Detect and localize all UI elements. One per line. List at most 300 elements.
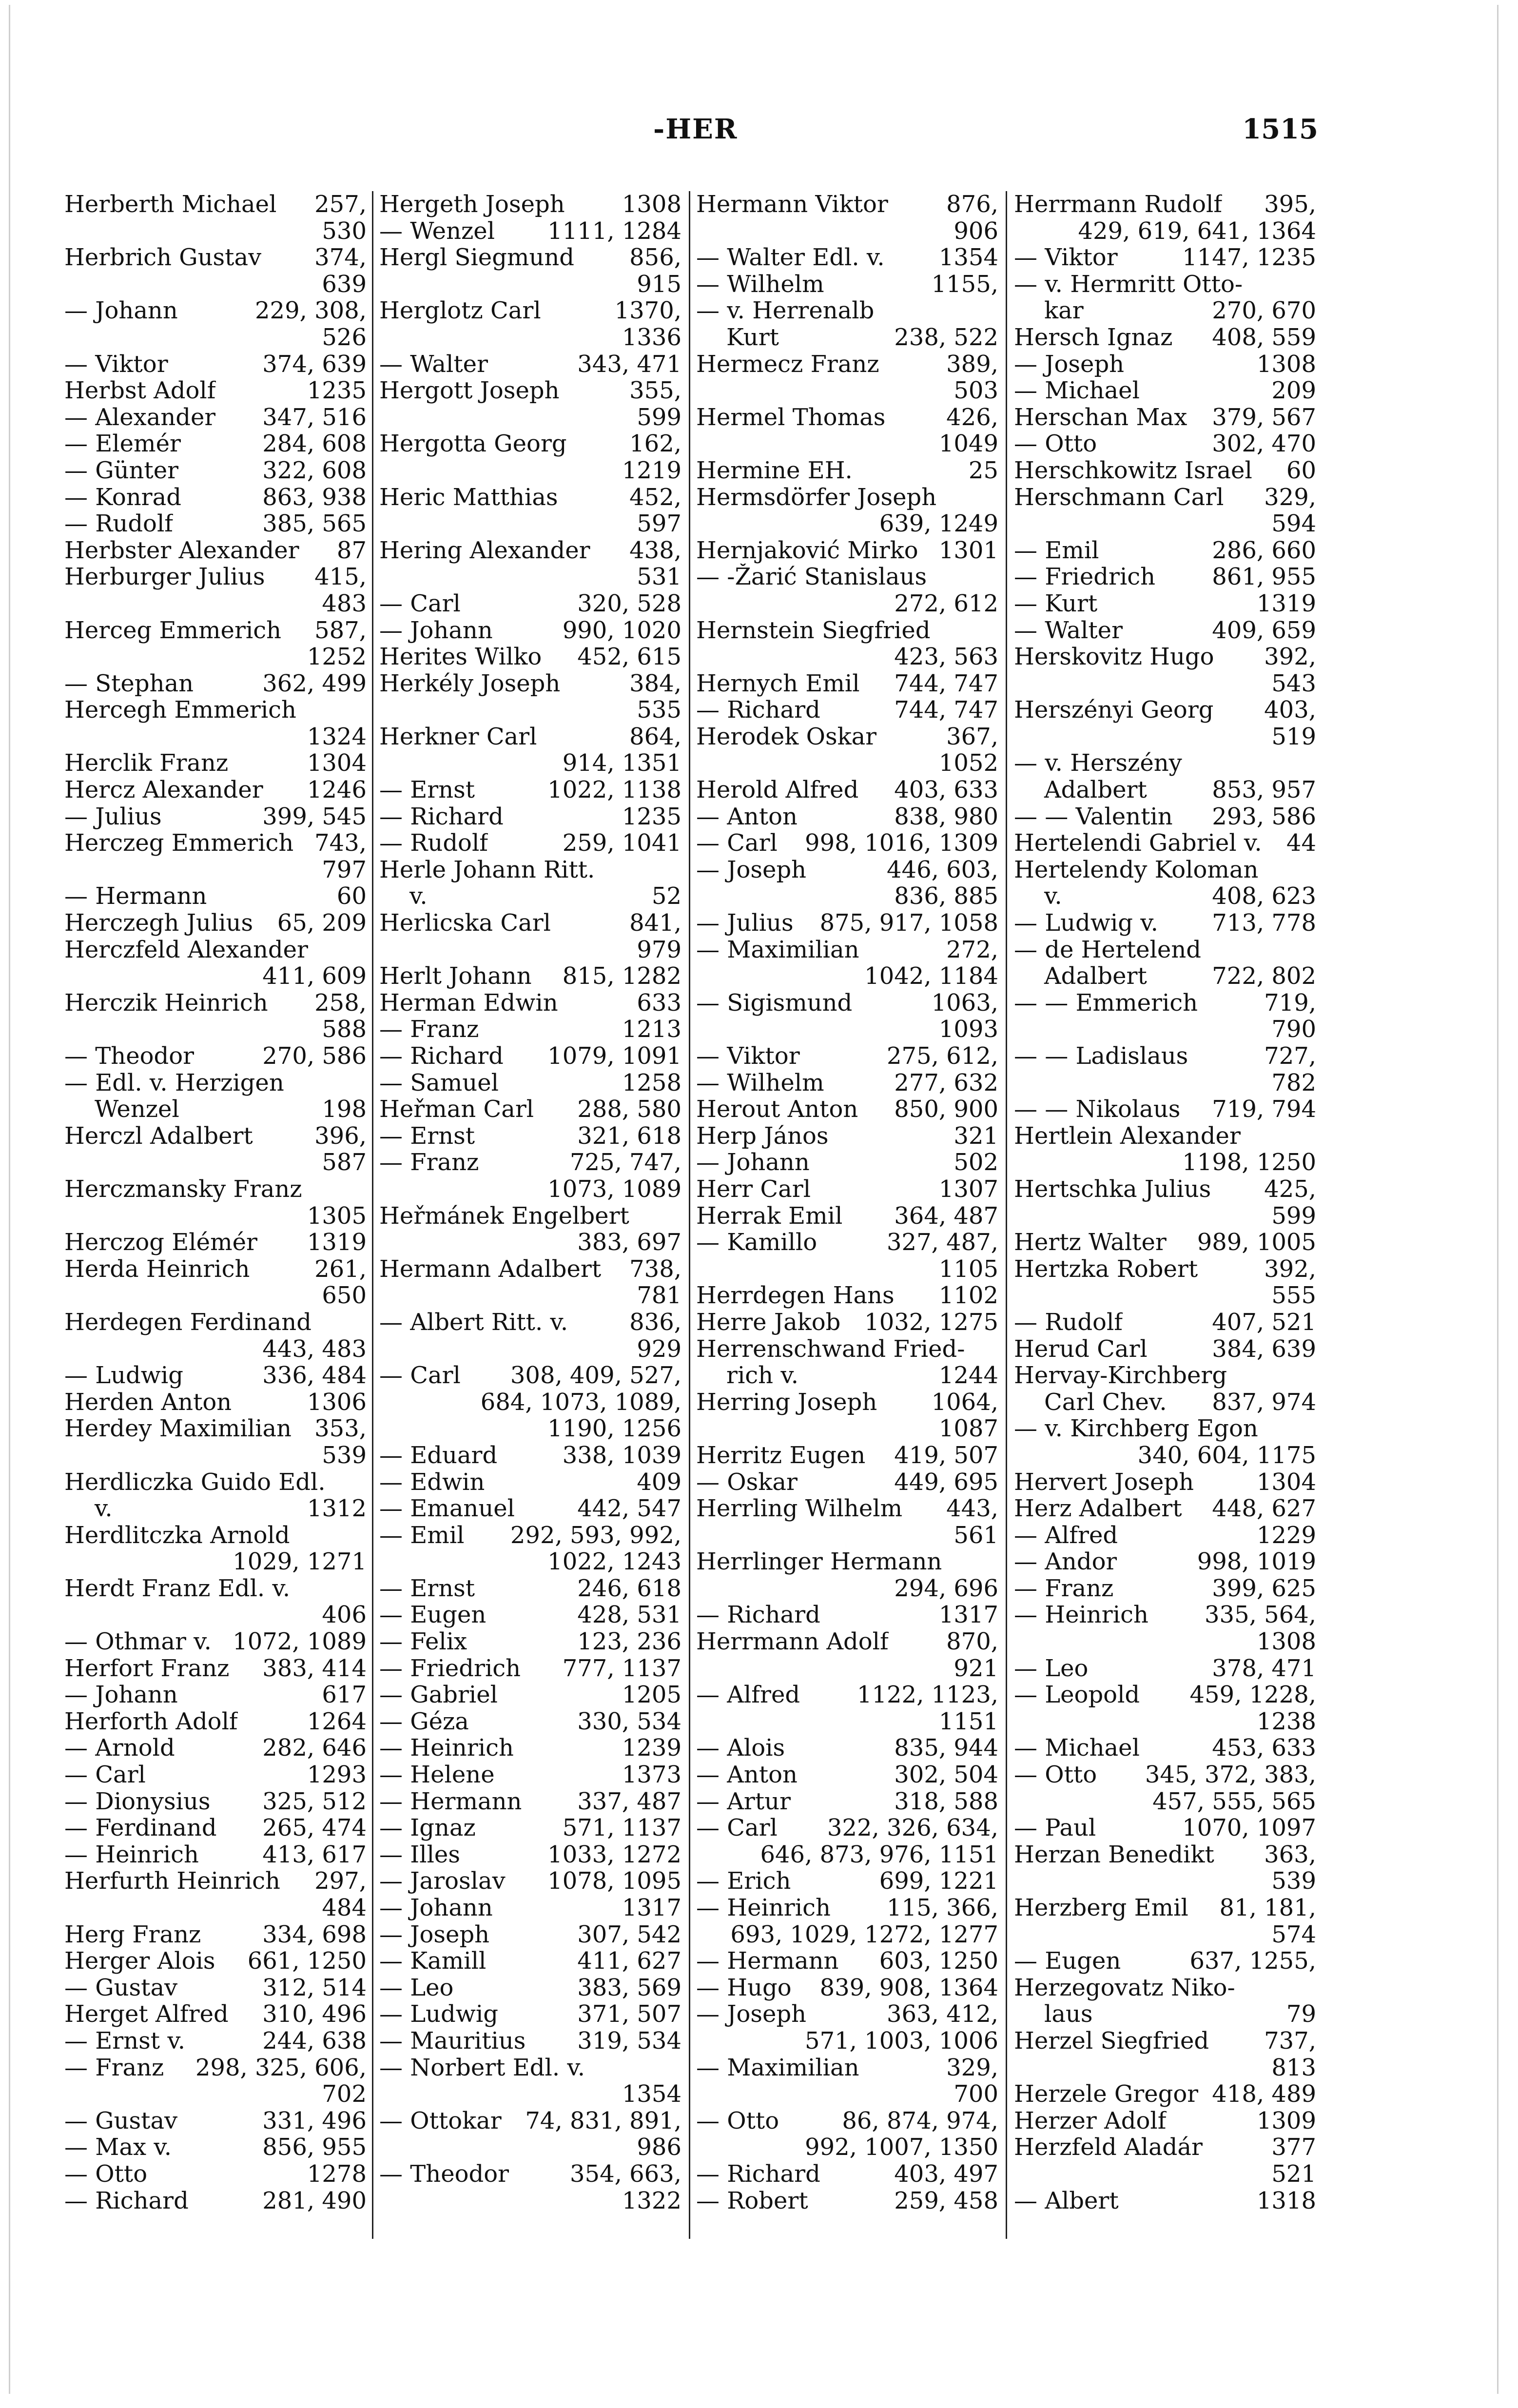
index-entry-continuation — [379, 404, 681, 431]
index-entry — [379, 1655, 681, 1682]
index-entry — [64, 937, 367, 963]
entry-pages: 298, 325, 606, — [195, 2054, 367, 2081]
index-entry — [1014, 1682, 1316, 1708]
index-entry-continuation — [64, 324, 367, 351]
entry-name: v. — [409, 883, 428, 910]
index-entry-continuation — [1014, 1921, 1316, 1948]
entry-pages: 389, — [946, 351, 998, 378]
entry-pages: 990, 1020 — [562, 617, 681, 644]
entry-pages: 385, 565 — [262, 510, 367, 537]
index-entry — [1014, 1762, 1316, 1788]
entry-name: Hernstein Siegfried — [696, 617, 931, 644]
index-entry-continuation — [379, 937, 681, 963]
index-entry — [64, 457, 367, 484]
index-entry — [379, 1096, 681, 1123]
index-entry — [1014, 1495, 1316, 1522]
index-entry — [1014, 2028, 1316, 2055]
entry-pages: 1306 — [307, 1389, 367, 1416]
index-entry-continuation — [696, 750, 998, 777]
entry-pages: 244, 638 — [262, 2027, 367, 2055]
entry-pages: 425, — [1264, 1175, 1316, 1203]
index-entry — [1014, 644, 1316, 670]
index-entry — [64, 510, 367, 537]
entry-name: — Edwin — [379, 1468, 485, 1496]
entry-name: — Rudolf — [379, 830, 488, 857]
entry-name: Hertschka Julius — [1014, 1175, 1211, 1203]
entry-pages: 25 — [968, 457, 998, 484]
index-entry — [64, 1522, 367, 1549]
entry-name: — Dionysius — [64, 1788, 211, 1815]
entry-pages: 406 — [322, 1602, 367, 1629]
index-entry — [1014, 803, 1316, 830]
entry-pages: 347, 516 — [262, 404, 367, 431]
entry-pages: 1293 — [307, 1762, 367, 1788]
entry-name: Herle Johann Ritt. — [379, 856, 595, 883]
entry-name: Hervay-Kirchberg — [1014, 1362, 1227, 1389]
index-entry — [379, 1309, 681, 1336]
entry-name: Hertelendi Gabriel v. — [1014, 830, 1262, 857]
entry-pages: 561 — [954, 1522, 998, 1549]
entry-pages: 418, 489 — [1212, 2081, 1316, 2108]
entry-pages: 229, 308, — [254, 297, 367, 324]
entry-pages: 719, 794 — [1212, 1096, 1316, 1123]
entry-name: — Hermann — [64, 883, 207, 910]
entry-pages: 856, 955 — [262, 2134, 367, 2161]
entry-name: Hertzka Robert — [1014, 1255, 1198, 1283]
index-entry-continuation — [1014, 1442, 1316, 1469]
entry-pages: 65, 209 — [277, 910, 367, 937]
entry-pages: 863, 938 — [262, 484, 367, 511]
entry-name: — Günter — [64, 457, 179, 484]
index-entry — [64, 404, 367, 431]
entry-pages: 362, 499 — [262, 670, 367, 697]
entry-name: — Michael — [1014, 377, 1140, 404]
entry-pages: 617 — [322, 1682, 367, 1708]
index-entry — [379, 1149, 681, 1176]
entry-name: Herzele Gregor — [1014, 2081, 1199, 2108]
entry-pages: 330, 534 — [577, 1708, 681, 1735]
entry-name: Hervert Joseph — [1014, 1468, 1194, 1496]
entry-pages: 603, 1250 — [879, 1948, 998, 1975]
entry-name: — Theodor — [64, 1043, 195, 1070]
entry-pages: 377 — [1271, 2134, 1316, 2161]
index-entry — [379, 1841, 681, 1868]
index-entry-continuation — [696, 1256, 998, 1283]
index-entry — [1014, 484, 1316, 511]
index-entry-continuation — [64, 644, 367, 670]
entry-pages: 319, 534 — [577, 2027, 681, 2055]
index-entry-continuation — [64, 1203, 367, 1230]
entry-name: Hermecz Franz — [696, 351, 879, 378]
entry-name: — Emil — [379, 1522, 465, 1549]
entry-name: — Illes — [379, 1841, 460, 1868]
index-entry — [1014, 1841, 1316, 1868]
index-entry — [1014, 297, 1316, 324]
entry-name: — Anton — [696, 1762, 798, 1788]
entry-pages: 599 — [1271, 1202, 1316, 1230]
entry-pages: 1305 — [307, 1202, 367, 1230]
index-entry-continuation — [379, 564, 681, 590]
entry-name: — Heinrich — [64, 1841, 199, 1868]
entry-pages: 123, 236 — [577, 1628, 681, 1655]
entry-pages: 539 — [322, 1442, 367, 1469]
entry-pages: 876, — [946, 191, 998, 218]
index-entry — [64, 1469, 367, 1496]
entry-pages: 722, 802 — [1212, 963, 1316, 990]
index-entry — [379, 1522, 681, 1549]
index-entry — [1014, 1096, 1316, 1123]
index-entry — [64, 2134, 367, 2161]
index-entry — [379, 1788, 681, 1815]
entry-pages: 530 — [322, 217, 367, 245]
entry-pages: 403, 497 — [894, 2160, 998, 2188]
index-entry — [696, 1895, 998, 1921]
entry-name: Hercegh Emmerich — [64, 697, 296, 724]
entry-pages: 986 — [637, 2134, 681, 2161]
entry-name: — Franz — [379, 1149, 479, 1176]
entry-name: Herglotz Carl — [379, 297, 541, 324]
index-entry — [696, 1389, 998, 1416]
entry-name: — Alfred — [696, 1682, 800, 1708]
entry-name: Hertz Walter — [1014, 1229, 1167, 1256]
entry-name: Herczeg Emmerich — [64, 830, 294, 857]
entry-pages: 531 — [637, 564, 681, 590]
index-entry-continuation — [696, 377, 998, 404]
entry-name: — Ignaz — [379, 1815, 476, 1841]
index-entry — [696, 324, 998, 351]
index-entry — [379, 2028, 681, 2055]
entry-pages: 738, — [629, 1255, 681, 1283]
entry-name: — v. Hermritt Otto- — [1014, 271, 1243, 298]
entry-name: — Otto — [696, 2107, 779, 2134]
index-entry — [379, 537, 681, 564]
entry-pages: 597 — [637, 510, 681, 537]
entry-name: Herg Franz — [64, 1921, 201, 1948]
entry-pages: 1308 — [1256, 351, 1316, 378]
entry-name: — Othmar v. — [64, 1628, 212, 1655]
entry-name: — Hermann — [379, 1788, 522, 1815]
index-entry-continuation — [379, 697, 681, 724]
index-entry — [64, 1682, 367, 1708]
entry-name: — Carl — [696, 830, 778, 857]
index-entry-continuation — [1014, 1070, 1316, 1096]
entry-name: — Joseph — [696, 2001, 807, 2028]
index-entry — [696, 1548, 998, 1575]
entry-pages: 329, — [1264, 484, 1316, 511]
entry-pages: 343, 471 — [577, 351, 681, 378]
entry-name: — Norbert Edl. v. — [379, 2054, 585, 2081]
entry-name: Herberth Michael — [64, 191, 277, 218]
entry-name: — Carl — [696, 1815, 778, 1841]
index-entry-continuation — [1014, 2055, 1316, 2081]
index-entry — [1014, 1043, 1316, 1070]
entry-pages: 321 — [954, 1122, 998, 1150]
entry-name: kar — [1044, 297, 1084, 324]
entry-name: — Eduard — [379, 1442, 498, 1469]
index-entry — [696, 937, 998, 963]
entry-pages: 587, — [314, 617, 367, 644]
index-entry-continuation — [64, 724, 367, 750]
index-entry — [379, 1975, 681, 2001]
entry-name: — Ottokar — [379, 2107, 502, 2134]
index-entry — [64, 1176, 367, 1203]
index-entry — [379, 857, 681, 883]
index-entry — [1014, 2134, 1316, 2161]
entry-pages: 281, 490 — [262, 2187, 367, 2214]
index-entry — [696, 617, 998, 644]
index-entry — [379, 1016, 681, 1043]
entry-pages: 1022, 1138 — [547, 777, 681, 803]
index-entry — [1014, 883, 1316, 910]
entry-name: Herritz Eugen — [696, 1442, 866, 1469]
index-entry-continuation — [379, 1336, 681, 1363]
index-entry — [1014, 1895, 1316, 1921]
index-entry-continuation — [64, 218, 367, 245]
entry-pages: 1073, 1089 — [547, 1175, 681, 1203]
entry-name: — Otto — [1014, 1762, 1097, 1788]
index-entry — [379, 218, 681, 245]
entry-name: — Felix — [379, 1628, 467, 1655]
entry-pages: 1258 — [622, 1069, 681, 1096]
entry-name: Herczl Adalbert — [64, 1122, 253, 1150]
entry-pages: 449, 695 — [894, 1468, 998, 1496]
index-entry — [696, 1176, 998, 1203]
index-entry — [696, 777, 998, 803]
entry-name: Herrdegen Hans — [696, 1282, 895, 1309]
entry-name: Herodek Oskar — [696, 723, 877, 750]
entry-name: Herfort Franz — [64, 1655, 230, 1682]
entry-pages: 998, 1016, 1309 — [805, 830, 998, 857]
entry-name: — Arnold — [64, 1735, 175, 1762]
index-entry — [696, 1362, 998, 1389]
entry-pages: 1102 — [938, 1282, 998, 1309]
entry-pages: 502 — [954, 1149, 998, 1176]
index-entry — [696, 1043, 998, 1070]
index-entry — [696, 244, 998, 271]
index-entry — [379, 644, 681, 670]
index-entry-continuation — [64, 1016, 367, 1043]
entry-name: Herud Carl — [1014, 1335, 1148, 1363]
entry-name: — Kamill — [379, 1948, 487, 1975]
index-entry — [379, 1602, 681, 1628]
entry-name: Herdegen Ferdinand — [64, 1309, 311, 1336]
index-entry — [64, 750, 367, 777]
entry-pages: 411, 627 — [577, 1948, 681, 1975]
index-entry — [379, 1708, 681, 1735]
index-entry — [1014, 2188, 1316, 2214]
entry-name: Herschkowitz Israel — [1014, 457, 1252, 484]
index-entry — [696, 1682, 998, 1708]
index-entry — [379, 377, 681, 404]
entry-pages: 408, 559 — [1212, 324, 1316, 351]
entry-name: Hermel Thomas — [696, 404, 886, 431]
entry-pages: 587 — [322, 1149, 367, 1176]
index-entry — [379, 883, 681, 910]
entry-name: Herkner Carl — [379, 723, 537, 750]
entry-pages: 1312 — [307, 1495, 367, 1522]
entry-name: — Viktor — [64, 351, 168, 378]
entry-name: — -Žarić Stanislaus — [696, 564, 927, 590]
entry-name: — Walter — [1014, 617, 1123, 644]
entry-name: Hersch Ignaz — [1014, 324, 1173, 351]
entry-name: — Paul — [1014, 1815, 1096, 1841]
entry-pages: 399, 545 — [262, 803, 367, 830]
index-entry — [696, 1948, 998, 1975]
entry-name: — Viktor — [696, 1043, 800, 1070]
index-entry — [64, 1735, 367, 1762]
entry-pages: 292, 593, 992, — [510, 1522, 681, 1549]
entry-name: — Richard — [696, 2160, 820, 2188]
entry-pages: 914, 1351 — [562, 750, 681, 777]
index-entry — [696, 484, 998, 511]
entry-name: Hergotta Georg — [379, 431, 567, 457]
entry-pages: 836, — [629, 1309, 681, 1336]
index-entry — [1014, 1655, 1316, 1682]
index-entry-continuation — [64, 1895, 367, 1921]
index-entry-continuation — [696, 2028, 998, 2055]
entry-pages: 392, — [1264, 644, 1316, 670]
entry-name: — — Ladislaus — [1014, 1043, 1188, 1070]
index-entry — [379, 910, 681, 937]
entry-name: — Eugen — [379, 1602, 487, 1629]
index-entry — [379, 2108, 681, 2134]
entry-pages: 302, 470 — [1212, 431, 1316, 457]
index-entry-continuation — [1014, 1203, 1316, 1230]
index-entry — [696, 1096, 998, 1123]
index-entry-continuation — [1014, 218, 1316, 245]
entry-pages: 1205 — [622, 1682, 681, 1708]
index-entry-continuation — [64, 857, 367, 883]
running-head: -HER — [653, 113, 738, 145]
entry-name: Herget Alfred — [64, 2001, 229, 2028]
entry-name: — — Emmerich — [1014, 989, 1198, 1017]
entry-name: Adalbert — [1044, 963, 1147, 990]
entry-pages: 322, 608 — [262, 457, 367, 484]
entry-pages: 727, — [1264, 1043, 1316, 1070]
index-entry-continuation — [64, 271, 367, 298]
index-entry — [379, 1469, 681, 1496]
index-entry-continuation — [1014, 1628, 1316, 1655]
entry-pages: 815, 1282 — [562, 963, 681, 990]
entry-name: — Leopold — [1014, 1682, 1140, 1708]
entry-name: Herrlinger Hermann — [696, 1548, 942, 1575]
entry-name: — Kurt — [1014, 590, 1098, 617]
entry-name: — Wilhelm — [696, 271, 824, 298]
index-entry — [64, 1495, 367, 1522]
entry-pages: 633 — [637, 989, 681, 1017]
index-entry — [696, 910, 998, 937]
entry-name: — Rudolf — [1014, 1309, 1123, 1336]
entry-name: Hergott Joseph — [379, 377, 560, 404]
entry-pages: 1235 — [622, 803, 681, 830]
index-entry — [379, 617, 681, 644]
index-entry-continuation — [696, 2134, 998, 2161]
index-entry — [64, 537, 367, 564]
index-entry — [696, 1203, 998, 1230]
index-entry — [379, 351, 681, 378]
index-entry — [1014, 1336, 1316, 1363]
entry-name: — Richard — [696, 1602, 820, 1629]
index-entry — [64, 2001, 367, 2028]
index-entry — [379, 1495, 681, 1522]
entry-pages: 383, 569 — [577, 1974, 681, 2001]
entry-pages: 835, 944 — [894, 1735, 998, 1762]
index-entry — [64, 670, 367, 697]
entry-pages: 929 — [637, 1335, 681, 1363]
index-entry — [1014, 617, 1316, 644]
entry-pages: 246, 618 — [577, 1575, 681, 1602]
index-entry-continuation — [1014, 2161, 1316, 2188]
entry-pages: 258, — [314, 989, 367, 1017]
entry-pages: 1319 — [307, 1229, 367, 1256]
index-entry — [1014, 404, 1316, 431]
entry-pages: 438, — [629, 537, 681, 564]
entry-name: — Johann — [64, 1682, 178, 1708]
entry-name: Herrmann Rudolf — [1014, 191, 1223, 218]
entry-name: Hertelendy Koloman — [1014, 856, 1259, 883]
entry-pages: 1052 — [938, 750, 998, 777]
index-entry — [64, 1815, 367, 1841]
index-entry — [1014, 2108, 1316, 2134]
entry-name: — Hugo — [696, 1974, 792, 2001]
index-entry — [1014, 564, 1316, 590]
entry-pages: 363, — [1264, 1841, 1316, 1868]
entry-pages: 535 — [637, 697, 681, 724]
entry-pages: 1105 — [938, 1255, 998, 1283]
entry-name: Herdt Franz Edl. v. — [64, 1575, 291, 1602]
entry-pages: 998, 1019 — [1197, 1548, 1316, 1575]
entry-name: — v. Herrenalb — [696, 297, 875, 324]
index-entry — [64, 697, 367, 724]
entry-pages: 459, 1228, — [1189, 1682, 1316, 1708]
entry-pages: 1307 — [938, 1175, 998, 1203]
entry-pages: 428, 531 — [577, 1602, 681, 1629]
index-entry — [64, 377, 367, 404]
index-entry — [379, 1575, 681, 1602]
entry-pages: 1213 — [622, 1016, 681, 1043]
index-entry — [379, 990, 681, 1017]
entry-pages: 1354 — [938, 244, 998, 271]
entry-pages: 302, 504 — [894, 1762, 998, 1788]
entry-name: — Anton — [696, 803, 798, 830]
entry-pages: 1072, 1089 — [233, 1628, 367, 1655]
entry-name: Hering Alexander — [379, 537, 590, 564]
entry-pages: 52 — [651, 883, 681, 910]
entry-name: — Eugen — [1014, 1948, 1121, 1975]
index-entry-continuation — [379, 1229, 681, 1256]
entry-name: Herrenschwand Fried- — [696, 1335, 965, 1363]
entry-pages: 443, — [946, 1495, 998, 1522]
index-entry — [1014, 937, 1316, 963]
entry-pages: 345, 372, 383, — [1145, 1762, 1316, 1788]
index-entry — [379, 1070, 681, 1096]
index-entry-continuation — [379, 324, 681, 351]
entry-pages: 355, — [629, 377, 681, 404]
index-entry — [379, 1815, 681, 1841]
entry-name: v. — [95, 1495, 113, 1522]
index-entry-continuation — [1014, 510, 1316, 537]
entry-name: — Mauritius — [379, 2027, 526, 2055]
index-entry — [379, 830, 681, 857]
index-entry-continuation — [379, 1176, 681, 1203]
index-entry-continuation — [696, 1575, 998, 1602]
entry-pages: 700 — [954, 2081, 998, 2108]
index-entry-continuation — [696, 1708, 998, 1735]
entry-name: Hermine EH. — [696, 457, 853, 484]
entry-pages: 337, 487 — [577, 1788, 681, 1815]
entry-name: Herbrich Gustav — [64, 244, 262, 271]
index-entry — [1014, 1575, 1316, 1602]
